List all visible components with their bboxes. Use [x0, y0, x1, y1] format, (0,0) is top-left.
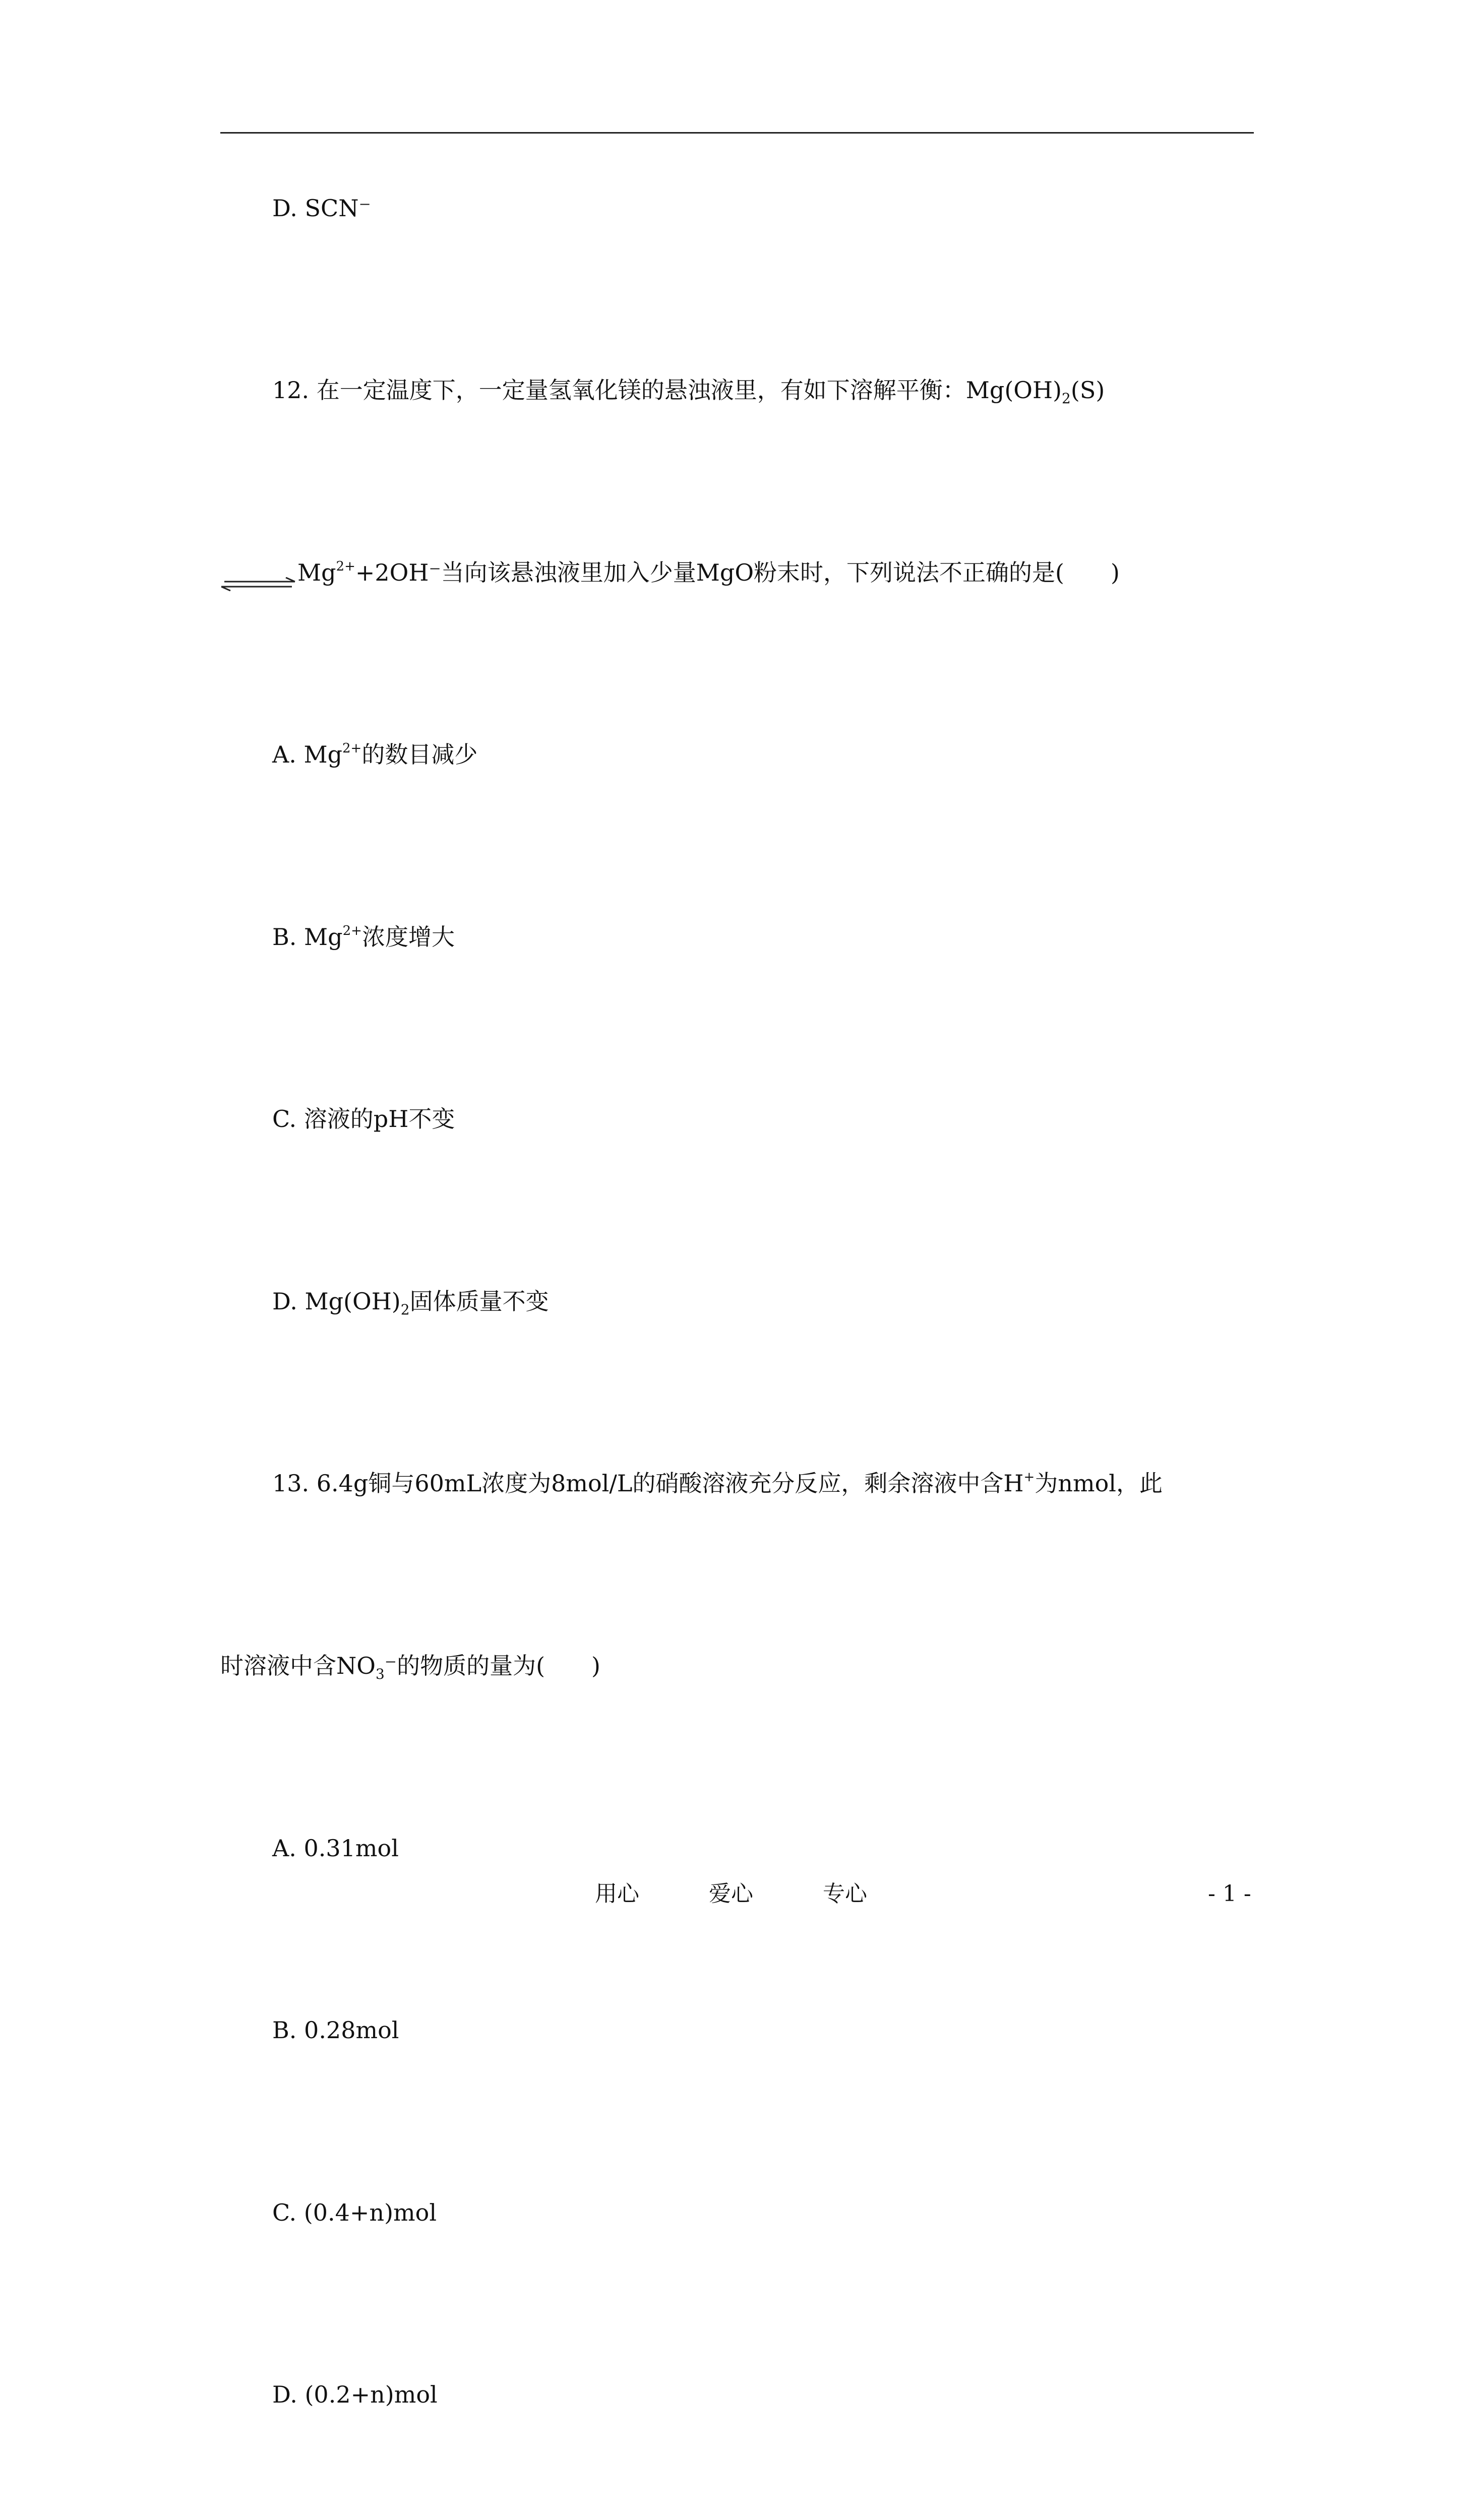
- q13-option-d: D. (0.2+n)mol: [272, 2381, 438, 2409]
- footer-motto: [595, 1879, 867, 1909]
- footer-motto-2: 爱心: [709, 1881, 753, 1907]
- q13-option-b: B. 0.28mol: [272, 2017, 399, 2044]
- footer-motto-3: 专心: [823, 1881, 867, 1907]
- q12-option-a: A. $Mg^{2+}$的数目减少: [272, 741, 478, 769]
- footer-motto-1: 用心: [595, 1881, 639, 1907]
- q13-stem-line-2: 时溶液中含$NO_3^-$的物质的量为( ): [220, 1652, 600, 1682]
- q13-option-a: A. 0.31mol: [272, 1834, 399, 1862]
- equilibrium-arrow-icon: [220, 577, 296, 591]
- q12-option-b: B. $Mg^{2+}$浓度增大: [272, 923, 455, 951]
- q13-stem-line-1: 13. 6.4g铜与60mL浓度为8mol/L的硝酸溶液充分反应，剩余溶液中含H+为nmol，此: [272, 1470, 1163, 1497]
- q11-option-d: D. SCN⁻: [272, 194, 371, 222]
- q12-stem-line-2: $Mg^{2+}+2OH^-$当向该悬浊液里加入少量MgO粉末时，下列说法不正确的是( ): [297, 558, 1120, 586]
- q12-stem-line-1: 12. 在一定温度下，一定量氢氧化镁的悬浊液里，有如下溶解平衡：$Mg(OH)_2(S)$: [272, 376, 1105, 407]
- header-rule: [220, 132, 1254, 134]
- q13-option-c: C. (0.4+n)mol: [272, 2198, 437, 2226]
- page-number: - 1 -: [1208, 1881, 1251, 1907]
- q12-option-d: D. $Mg(OH)_2$固体质量不变: [272, 1287, 549, 1318]
- q12-option-c: C. 溶液的pH不变: [272, 1105, 455, 1133]
